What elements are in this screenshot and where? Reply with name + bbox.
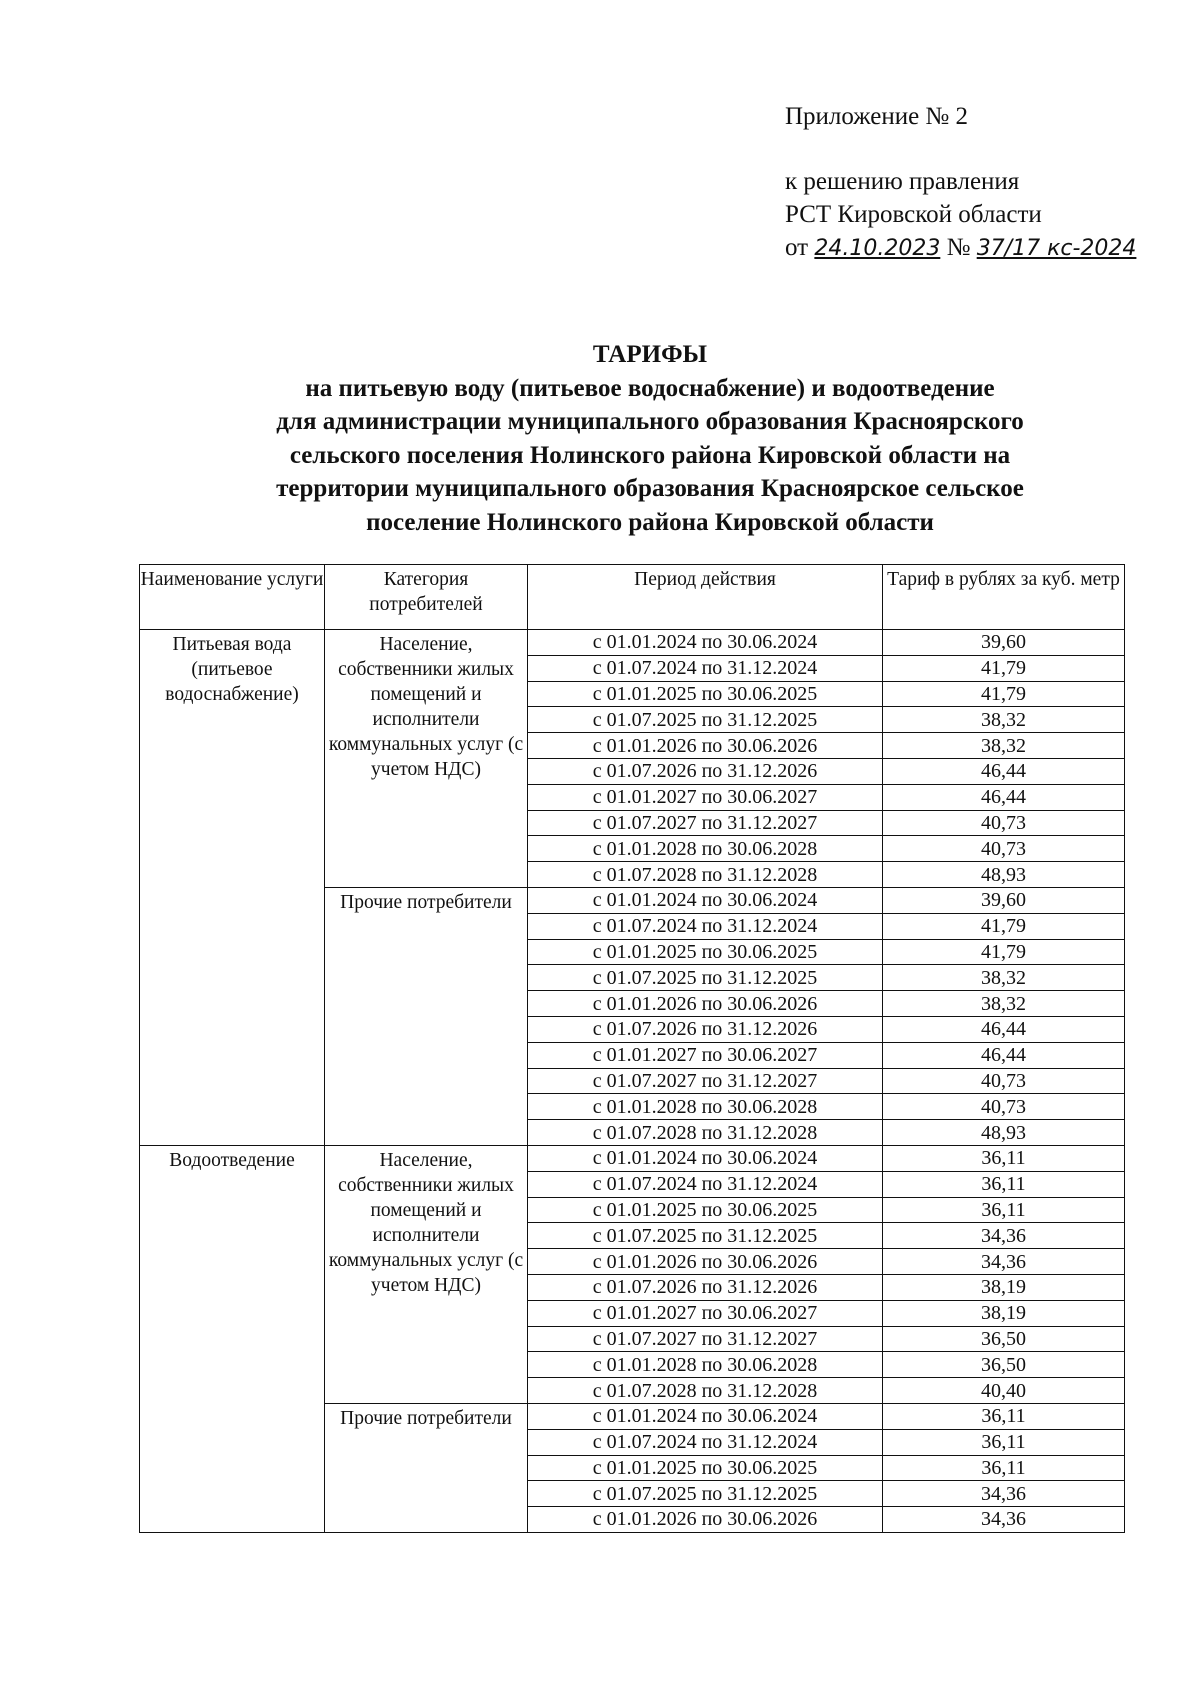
- rate-cell: 40,73: [883, 1068, 1125, 1094]
- rate-cell: 40,73: [883, 1094, 1125, 1120]
- rate-cell: 38,19: [883, 1300, 1125, 1326]
- rate-cell: 46,44: [883, 1042, 1125, 1068]
- rate-cell: 36,50: [883, 1326, 1125, 1352]
- period-cell: с 01.07.2025 по 31.12.2025: [528, 1481, 883, 1507]
- rate-cell: 36,11: [883, 1197, 1125, 1223]
- rate-cell: 36,11: [883, 1403, 1125, 1429]
- rate-cell: 36,50: [883, 1352, 1125, 1378]
- period-cell: с 01.07.2027 по 31.12.2027: [528, 1326, 883, 1352]
- document-title: [150, 338, 1150, 539]
- rate-cell: 48,93: [883, 862, 1125, 888]
- title-heading: ТАРИФЫ: [592, 341, 708, 368]
- rate-cell: 41,79: [883, 655, 1125, 681]
- appendix-title: Приложение № 2: [785, 103, 969, 130]
- appendix-date-line: [785, 231, 1185, 265]
- header-service: Наименование услуги: [140, 565, 325, 630]
- rate-cell: 46,44: [883, 784, 1125, 810]
- category-cell: Прочие потребители: [325, 887, 528, 1145]
- rate-cell: 46,44: [883, 758, 1125, 784]
- rate-cell: 38,32: [883, 733, 1125, 759]
- rate-cell: 36,11: [883, 1455, 1125, 1481]
- header-period: Период действия: [528, 565, 883, 630]
- period-cell: с 01.01.2026 по 30.06.2026: [528, 733, 883, 759]
- table-row: [140, 1145, 1125, 1171]
- title-line: сельского поселения Нолинского района Кировской области на: [289, 441, 1011, 469]
- rate-cell: 34,36: [883, 1223, 1125, 1249]
- rate-cell: 36,11: [883, 1429, 1125, 1455]
- rate-cell: 39,60: [883, 630, 1125, 656]
- tariffs-table-body: [140, 630, 1125, 1533]
- rate-cell: 40,73: [883, 810, 1125, 836]
- title-line: на питьевую воду (питьевое водоснабжение) и водоотведение: [305, 374, 995, 402]
- period-cell: с 01.01.2024 по 30.06.2024: [528, 630, 883, 656]
- handwritten-date: 24.10.2023: [814, 236, 941, 261]
- rate-cell: 36,11: [883, 1171, 1125, 1197]
- period-cell: с 01.07.2024 по 31.12.2024: [528, 913, 883, 939]
- rate-cell: 38,32: [883, 707, 1125, 733]
- rate-cell: 34,36: [883, 1481, 1125, 1507]
- title-line: территории муниципального образования Красноярское сельское: [276, 475, 1024, 502]
- rate-cell: 34,36: [883, 1249, 1125, 1275]
- service-name-cell: Питьевая вода (питьевое водоснабжение): [140, 630, 325, 1146]
- appendix-block: [785, 100, 1185, 265]
- rate-cell: 34,36: [883, 1507, 1125, 1533]
- period-cell: с 01.07.2024 по 31.12.2024: [528, 1171, 883, 1197]
- appendix-line-1: к решению правления: [785, 168, 1020, 195]
- period-cell: с 01.01.2027 по 30.06.2027: [528, 784, 883, 810]
- period-cell: с 01.07.2027 по 31.12.2027: [528, 810, 883, 836]
- title-line: для администрации муниципального образования Красноярского: [276, 408, 1024, 435]
- table-header-row: [140, 565, 1125, 630]
- period-cell: с 01.01.2028 по 30.06.2028: [528, 1094, 883, 1120]
- category-cell: Население, собственники жилых помещений и исполнители коммунальных услуг (с учетом НДС): [325, 630, 528, 888]
- period-cell: с 01.07.2028 по 31.12.2028: [528, 1378, 883, 1404]
- period-cell: с 01.01.2025 по 30.06.2025: [528, 1455, 883, 1481]
- period-cell: с 01.01.2025 по 30.06.2025: [528, 1197, 883, 1223]
- period-cell: с 01.07.2028 по 31.12.2028: [528, 1120, 883, 1146]
- period-cell: с 01.07.2024 по 31.12.2024: [528, 1429, 883, 1455]
- rate-cell: 38,32: [883, 965, 1125, 991]
- category-cell: Прочие потребители: [325, 1403, 528, 1532]
- period-cell: с 01.07.2026 по 31.12.2026: [528, 758, 883, 784]
- period-cell: с 01.07.2026 по 31.12.2026: [528, 1274, 883, 1300]
- appendix-line-2: РСТ Кировской области: [785, 201, 1042, 228]
- rate-cell: 40,40: [883, 1378, 1125, 1404]
- period-cell: с 01.01.2027 по 30.06.2027: [528, 1300, 883, 1326]
- appendix-spacer: [785, 133, 1185, 165]
- period-cell: с 01.01.2025 по 30.06.2025: [528, 681, 883, 707]
- header-category: Категория потребителей: [325, 565, 528, 630]
- category-cell: Население, собственники жилых помещений и исполнители коммунальных услуг (с учетом НДС): [325, 1145, 528, 1403]
- rate-cell: 48,93: [883, 1120, 1125, 1146]
- table-row: [140, 630, 1125, 656]
- period-cell: с 01.07.2024 по 31.12.2024: [528, 655, 883, 681]
- period-cell: с 01.01.2025 по 30.06.2025: [528, 939, 883, 965]
- rate-cell: 39,60: [883, 887, 1125, 913]
- period-cell: с 01.01.2024 по 30.06.2024: [528, 1403, 883, 1429]
- period-cell: с 01.07.2026 по 31.12.2026: [528, 1016, 883, 1042]
- period-cell: с 01.01.2024 по 30.06.2024: [528, 887, 883, 913]
- number-label: №: [946, 234, 971, 261]
- period-cell: с 01.01.2024 по 30.06.2024: [528, 1145, 883, 1171]
- period-cell: с 01.07.2025 по 31.12.2025: [528, 707, 883, 733]
- period-cell: с 01.07.2025 по 31.12.2025: [528, 965, 883, 991]
- period-cell: с 01.01.2028 по 30.06.2028: [528, 836, 883, 862]
- period-cell: с 01.01.2026 по 30.06.2026: [528, 1507, 883, 1533]
- tariffs-table: [139, 564, 1125, 1533]
- rate-cell: 46,44: [883, 1016, 1125, 1042]
- handwritten-number: 37/17 кс-2024: [976, 236, 1137, 261]
- period-cell: с 01.07.2027 по 31.12.2027: [528, 1068, 883, 1094]
- rate-cell: 41,79: [883, 913, 1125, 939]
- period-cell: с 01.01.2026 по 30.06.2026: [528, 1249, 883, 1275]
- rate-cell: 36,11: [883, 1145, 1125, 1171]
- title-line: поселение Нолинского района Кировской области: [366, 508, 934, 536]
- rate-cell: 38,19: [883, 1274, 1125, 1300]
- period-cell: с 01.01.2028 по 30.06.2028: [528, 1352, 883, 1378]
- rate-cell: 40,73: [883, 836, 1125, 862]
- period-cell: с 01.07.2028 по 31.12.2028: [528, 862, 883, 888]
- header-rate: Тариф в рублях за куб. метр: [883, 565, 1125, 630]
- rate-cell: 38,32: [883, 991, 1125, 1017]
- period-cell: с 01.07.2025 по 31.12.2025: [528, 1223, 883, 1249]
- from-label: от: [785, 234, 809, 261]
- rate-cell: 41,79: [883, 939, 1125, 965]
- period-cell: с 01.01.2027 по 30.06.2027: [528, 1042, 883, 1068]
- rate-cell: 41,79: [883, 681, 1125, 707]
- service-name-cell: Водоотведение: [140, 1145, 325, 1532]
- period-cell: с 01.01.2026 по 30.06.2026: [528, 991, 883, 1017]
